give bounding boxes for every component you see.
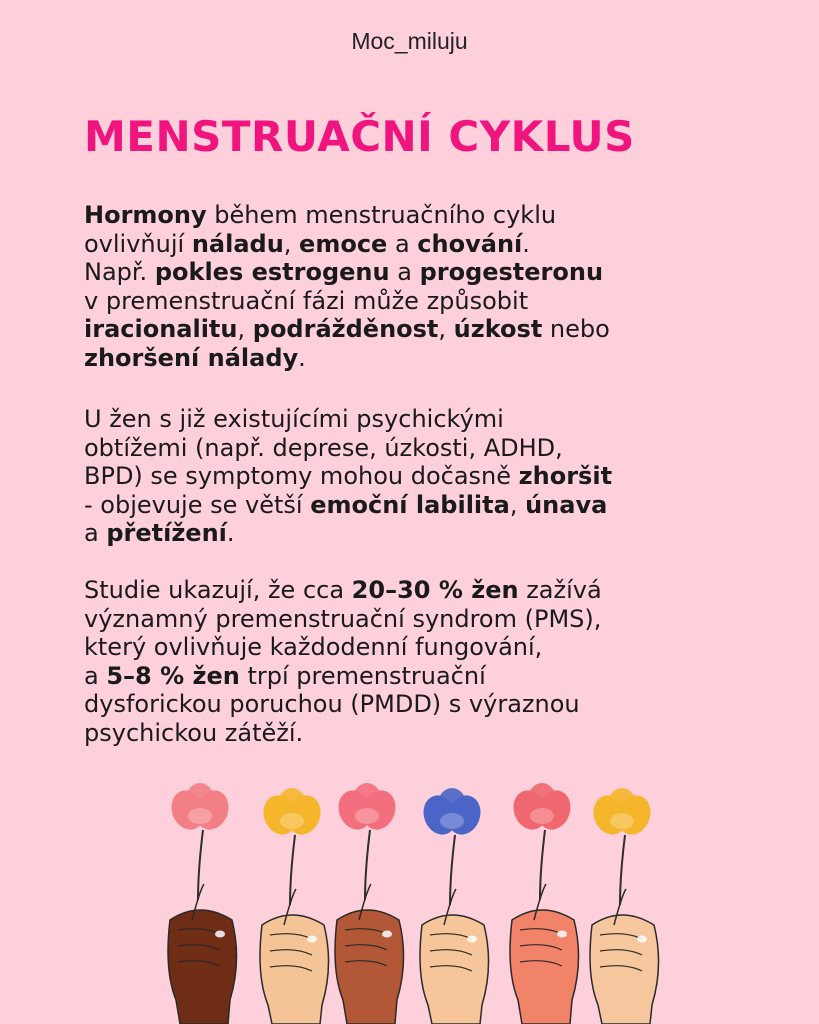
flower-stem bbox=[450, 835, 455, 905]
text-run: . bbox=[298, 343, 306, 372]
text-run: zažívá bbox=[518, 576, 602, 604]
text-run: 20–30 % žen bbox=[351, 576, 519, 604]
flower-highlight bbox=[188, 808, 212, 824]
fingernail bbox=[307, 936, 317, 943]
text-run: nebo bbox=[542, 315, 610, 343]
hand bbox=[168, 910, 237, 1024]
text-run: , bbox=[509, 490, 526, 519]
text-run: a bbox=[387, 229, 418, 258]
text-run: obtížemi (např. deprese, úzkosti, ADHD, bbox=[84, 433, 563, 462]
flower-stem bbox=[198, 830, 203, 900]
text-run: U žen s již existujícími psychickými bbox=[84, 405, 504, 433]
hands-holding-flowers-illustration bbox=[150, 780, 670, 1024]
text-run: chování bbox=[417, 229, 523, 258]
flower-stem bbox=[365, 830, 370, 900]
text-run: emoční labilita bbox=[310, 490, 510, 519]
text-run: pokles estrogenu bbox=[154, 258, 390, 286]
fingernail bbox=[557, 931, 567, 938]
text-run: v premenstruační fázi může způsobit bbox=[84, 286, 529, 315]
text-run: emoce bbox=[299, 229, 388, 258]
text-run: progesteronu bbox=[419, 258, 604, 286]
text-run: zhoršit bbox=[518, 462, 613, 490]
flower-stem bbox=[620, 835, 625, 905]
text-run: , bbox=[237, 315, 253, 343]
hand bbox=[335, 910, 404, 1024]
text-run: zhoršení nálady bbox=[84, 343, 299, 372]
text-run: dysforickou poruchou (PMDD) s výraznou bbox=[84, 690, 580, 718]
text-run: iracionalitu bbox=[84, 315, 238, 343]
text-run: Studie ukazují, že cca bbox=[84, 576, 352, 604]
text-run: Hormony bbox=[84, 201, 207, 229]
text-run: , bbox=[283, 229, 300, 258]
text-run: , bbox=[438, 315, 454, 343]
text-run: . bbox=[522, 229, 530, 258]
text-run: a bbox=[389, 258, 420, 286]
paragraph-statistics bbox=[84, 576, 784, 747]
text-run: 5–8 % žen bbox=[106, 661, 240, 690]
fingernail bbox=[467, 936, 477, 943]
fingernail bbox=[215, 931, 225, 938]
hand bbox=[260, 915, 329, 1024]
text-run: náladu bbox=[191, 229, 284, 258]
text-run: úzkost bbox=[453, 315, 543, 343]
page-title: MENSTRUAČNÍ CYKLUS bbox=[84, 112, 635, 161]
fingernail bbox=[637, 936, 647, 943]
hand bbox=[510, 910, 579, 1024]
text-run: BPD) se symptomy mohou dočasně bbox=[84, 462, 519, 490]
text-run: . bbox=[226, 519, 235, 547]
text-run: přetížení bbox=[106, 519, 227, 547]
paragraph-existing-conditions bbox=[84, 405, 784, 548]
text-run: podrážděnost bbox=[252, 315, 439, 343]
flower-stem bbox=[540, 830, 545, 900]
text-run: významný premenstruační syndrom (PMS), bbox=[84, 604, 602, 633]
paragraph-hormones bbox=[84, 201, 784, 372]
text-run: psychickou zátěží. bbox=[84, 718, 304, 747]
hand bbox=[420, 915, 489, 1024]
flower-highlight bbox=[440, 813, 464, 829]
fingernail bbox=[382, 931, 392, 938]
flower-highlight bbox=[530, 808, 554, 824]
username-label: Moc_miluju bbox=[351, 28, 468, 54]
text-run: který ovlivňuje každodenní fungování, bbox=[84, 633, 543, 661]
text-run: a bbox=[84, 661, 107, 690]
text-run: během menstruačního cyklu bbox=[206, 201, 557, 229]
text-run: ovlivňují bbox=[84, 229, 192, 258]
text-run: trpí premenstruační bbox=[239, 661, 486, 690]
text-run: - objevuje se větší bbox=[84, 490, 311, 519]
hand bbox=[590, 915, 659, 1024]
flower-highlight bbox=[355, 808, 379, 824]
flower-highlight bbox=[610, 813, 634, 829]
text-run: únava bbox=[525, 490, 608, 519]
text-run: a bbox=[84, 519, 107, 547]
text-run: Např. bbox=[84, 258, 155, 286]
flower-highlight bbox=[280, 813, 304, 829]
flower-stem bbox=[290, 835, 295, 905]
